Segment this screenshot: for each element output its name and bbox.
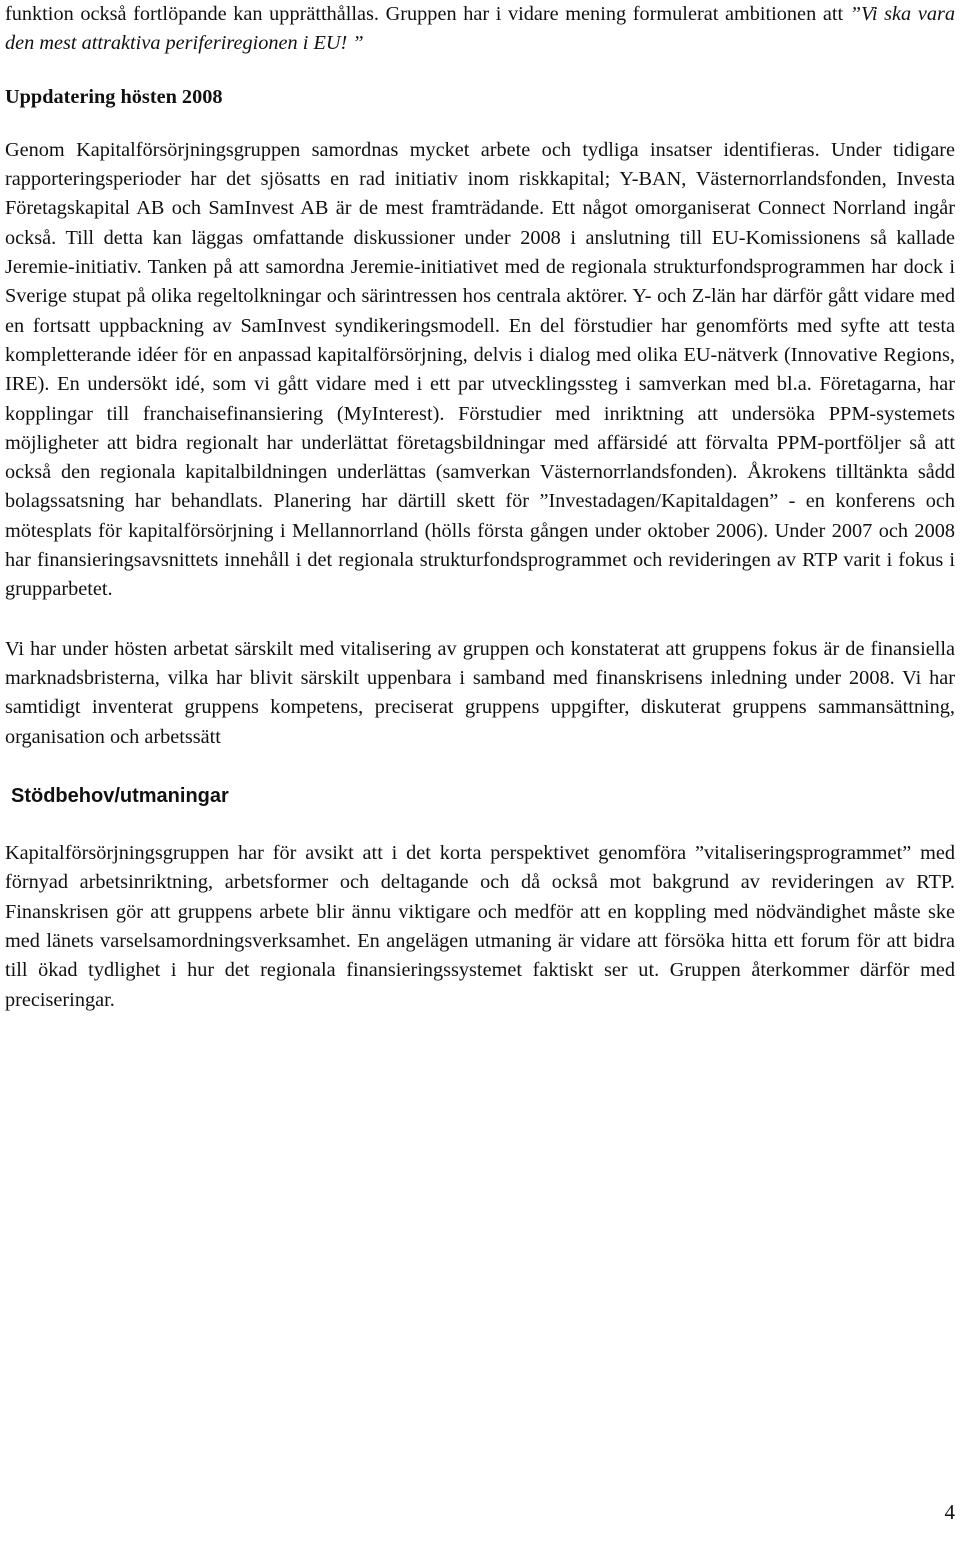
intro-text: funktion också fortlöpande kan upprätthållas. Gruppen har i vidare mening formulerat ambitionen att <box>5 3 850 25</box>
page-number: 4 <box>944 1500 955 1524</box>
update-paragraph-2: Vi har under hösten arbetat särskilt med vitalisering av gruppen och konstaterat att gruppens fokus är de finansiella marknadsbristerna, vilka har blivit särskilt uppenbara i samband med finanskrisens inledning under 2008. Vi har samtidigt inventerat gruppens kompetens, preciserat gruppens uppgifter, diskuterat gruppens sammansättning, organisation och arbetssätt <box>5 637 955 748</box>
section-heading-update: Uppdatering hösten 2008 <box>5 85 223 108</box>
needs-paragraph: Kapitalförsörjningsgruppen har för avsikt att i det korta perspektivet genomföra ”vitaliseringsprogrammet” med förnyad arbetsinriktning, arbetsformer och deltagande och då också mot bakgrund av revideringen av RTP. Finanskrisen gör att gruppens arbete blir ännu viktigare och medför att en koppling med nödvändighet måste ske med länets varselsamordningsverksamhet. En angelägen utmaning är vidare att försöka hitta ett forum för att bidra till ökad tydlighet i hur det regionala finansieringssystemet faktiskt ser ut. Gruppen återkommer därför med preciseringar. <box>5 842 955 1011</box>
ambition-quote: ”Vi ska vara den mest attraktiva periferiregionen i EU! ” <box>5 3 955 55</box>
update-paragraph-1: Genom Kapitalförsörjningsgruppen samordnas mycket arbete och tydliga insatser identifieras. Under tidigare rapporteringsperioder har det sjösatts en rad initiativ inom riskkapital; Y-BAN, Västernorrlandsfonden, Investa Företagskapital AB och SamInvest AB är de mest framträdande. Ett något omorganiserat Connect Norrland ingår också. Till detta kan läggas omfattande diskussioner under 2008 i anslutning till EU-Komissionens så kallade Jeremie-initiativ. Tanken på att samordna Jeremie-initiativet med de regionala strukturfondsprogrammen har dock i Sverige stupat på olika regeltolkningar och särintressen hos centrala aktörer. Y- och Z-län har därför gått vidare med en fortsatt uppbackning av SamInvest syndikeringsmodell. En del förstudier har genomförts med syfte att testa kompletterande idéer för en anpassad kapitalförsörjning, delvis i dialog med olika EU-nätverk (Innovative Regions, IRE). En undersökt idé, som vi gått vidare med i ett par utvecklingssteg i samverkan med bl.a. Företagarna, har kopplingar till franchaisefinansiering (MyInterest). Förstudier med inriktning att undersöka PPM-systemets möjligheter att bidra regionalt har underlättat företagsbildningar med affärsidé att förvalta PPM-portföljer så att också den regionala kapitalbildningen underlättas (samverkan Västernorrlandsfonden). Åkrokens tilltänkta sådd bolagssatsning har behandlats. Planering har därtill skett för ”Investadagen/Kapitaldagen” - en konferens och mötesplats för kapitalförsörjning i Mellannorrland (hölls första gången under oktober 2006). Under 2007 och 2008 har finansieringsavsnittets innehåll i det regionala strukturfondsprogrammet och revideringen av RTP varit i fokus i grupparbetet. <box>5 138 955 601</box>
document-page <box>5 0 955 1015</box>
section-heading-needs: Stödbehov/utmaningar <box>11 784 229 807</box>
intro-paragraph <box>5 0 955 59</box>
